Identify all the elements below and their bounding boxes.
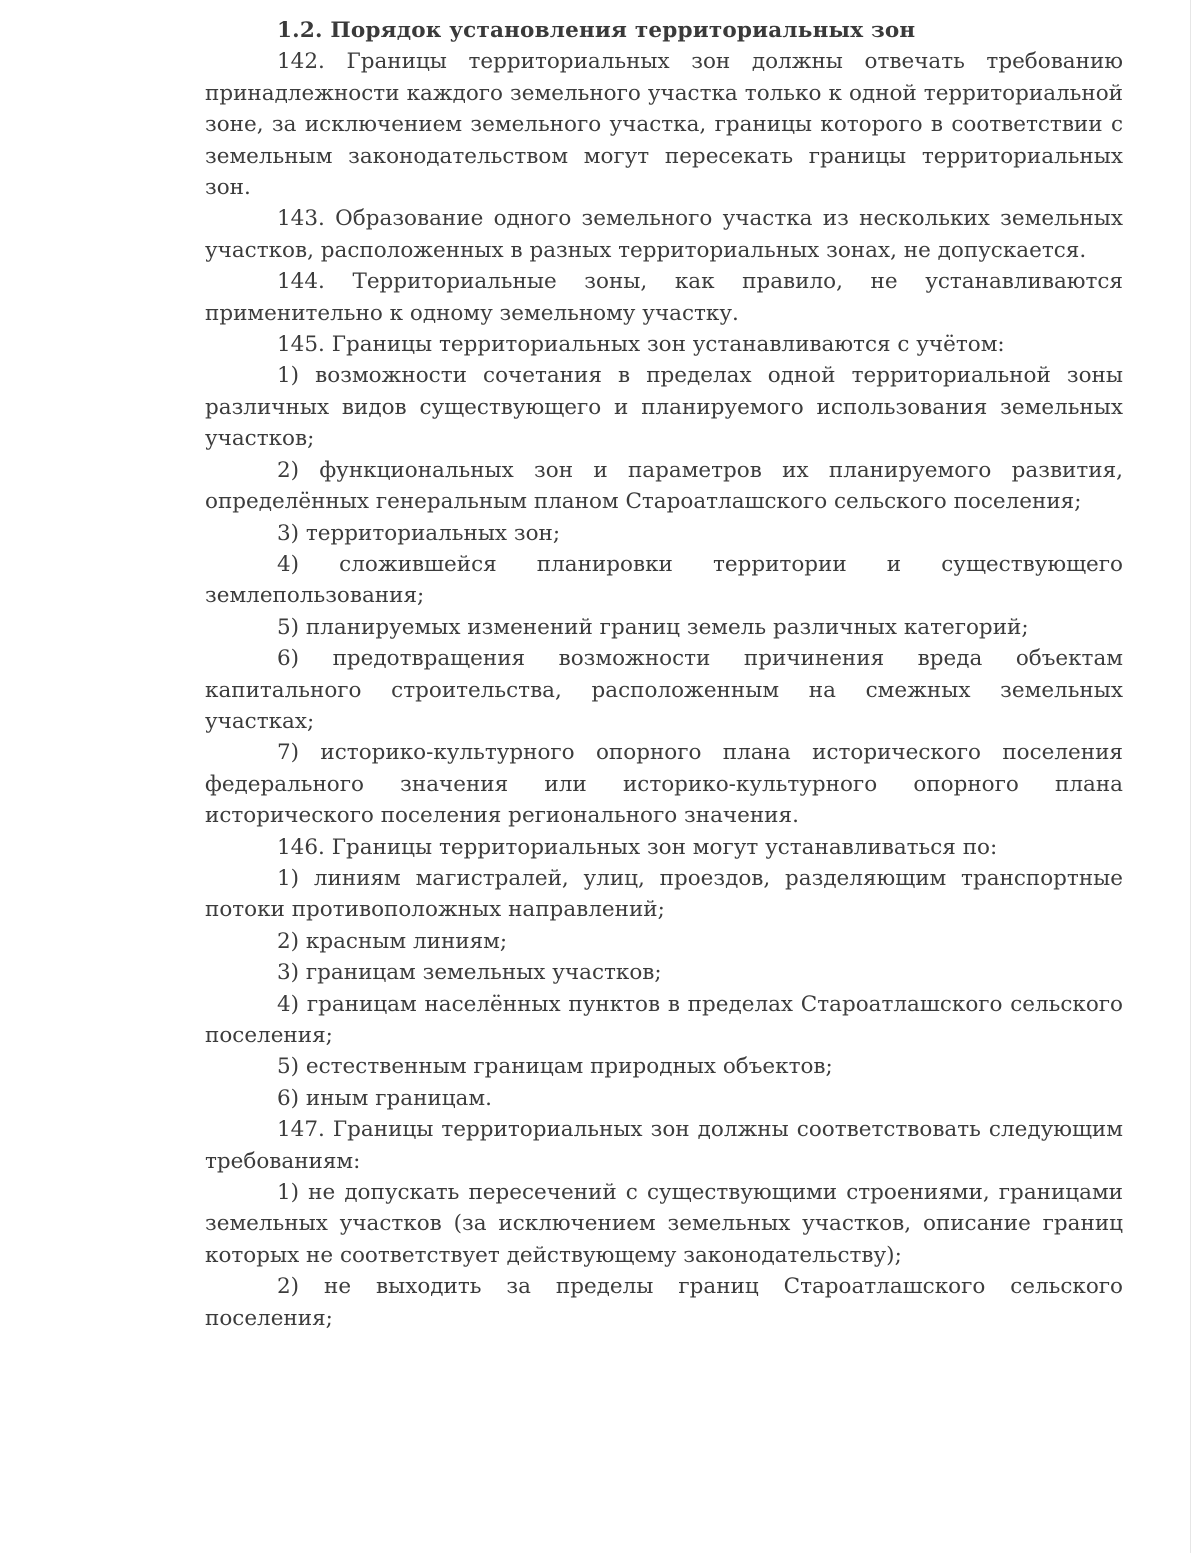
paragraph-146: 146. Границы территориальных зон могут устанавливаться по: <box>277 834 998 860</box>
list-item-147-2: 2) не выходить за пределы границ Староатлашского сельского поселения; <box>205 1274 1123 1331</box>
list-item-147-1: 1) не допускать пересечений с существующими строениями, границами земельных участков (за исключением земельных участков, описание границ которых не соответствует действующему законодательству); <box>205 1180 1123 1268</box>
paragraph-145: 145. Границы территориальных зон устанавливаются с учётом: <box>277 332 1005 358</box>
section-heading: 1.2. Порядок установления территориальных зон <box>277 18 916 43</box>
list-item-146-1: 1) линиям магистралей, улиц, проездов, разделяющим транспортные потоки противоположных направлений; <box>205 865 1123 923</box>
list-item-145-6: 6) предотвращения возможности причинения вреда объектам капитального строительства, расположенным на смежных земельных участках; <box>205 646 1123 734</box>
list-item-146-6: 6) иным границам. <box>277 1085 492 1111</box>
list-item-146-3: 3) границам земельных участков; <box>277 960 662 986</box>
scan-edge-line <box>1190 0 1191 1553</box>
paragraph-147: 147. Границы территориальных зон должны соответствовать следующим требованиям: <box>205 1117 1123 1174</box>
list-item-146-4: 4) границам населённых пунктов в пределах Староатлашского сельского поселения; <box>205 991 1123 1048</box>
document-body <box>205 15 1123 1334</box>
list-item-146-5: 5) естественным границам природных объектов; <box>277 1054 833 1080</box>
list-item-145-2: 2) функциональных зон и параметров их планируемого развития, определённых генеральным планом Староатлашского сельского поселения; <box>205 457 1123 515</box>
list-item-145-4: 4) сложившейся планировки территории и существующего землепользования; <box>205 551 1123 609</box>
list-item-146-2: 2) красным линиям; <box>277 928 508 954</box>
list-item-145-7: 7) историко-культурного опорного плана исторического поселения федерального значения или историко-культурного опорного плана исторического поселения регионального значения. <box>205 740 1123 829</box>
list-item-145-3: 3) территориальных зон; <box>277 520 561 546</box>
list-item-145-1: 1) возможности сочетания в пределах одной территориальной зоны различных видов существующего и планируемого использования земельных участков; <box>205 363 1123 452</box>
list-item-145-5: 5) планируемых изменений границ земель различных категорий; <box>277 614 1029 640</box>
paragraph-144: 144. Территориальные зоны, как правило, не устанавливаются применительно к одному земельному участку. <box>205 269 1123 326</box>
paragraph-143: 143. Образование одного земельного участка из нескольких земельных участков, расположенных в разных территориальных зонах, не допускается. <box>205 206 1123 263</box>
paragraph-142: 142. Границы территориальных зон должны отвечать требованию принадлежности каждого земельного участка только к одной территориальной зоне, за исключением земельного участка, границы которого в соответствии с земельным законодательством могут пересекать границы территориальных зон. <box>205 49 1123 201</box>
